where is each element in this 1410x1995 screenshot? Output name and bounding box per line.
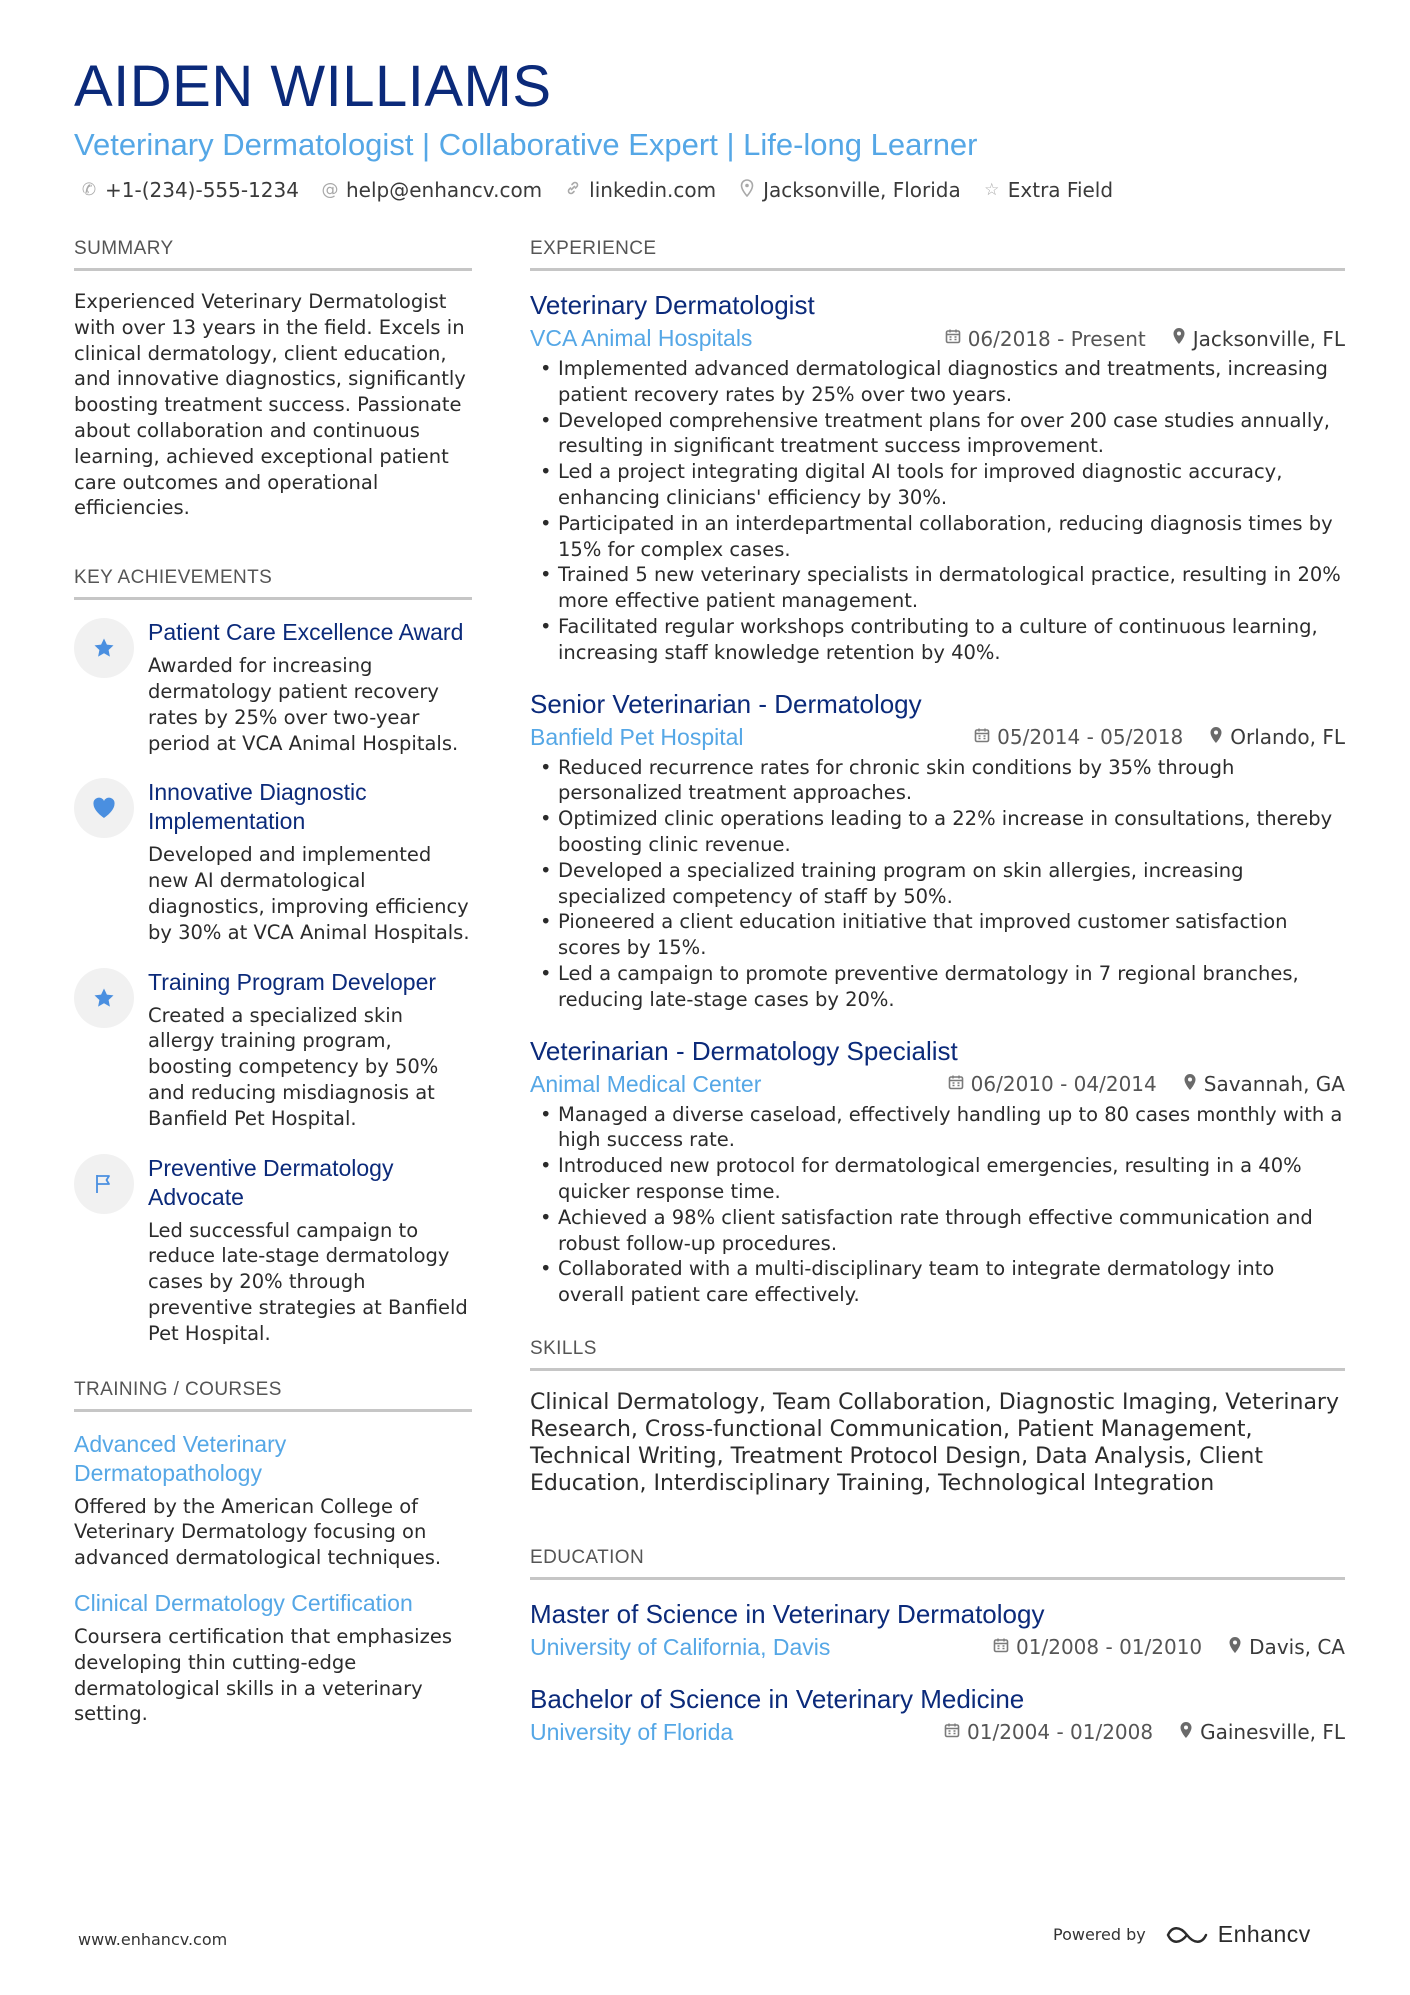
achievement-title: Preventive Dermatology Advocate: [148, 1154, 394, 1210]
education-dates: 01/2004 - 01/2008: [967, 1720, 1154, 1745]
location-pin-icon: [738, 179, 756, 202]
location-pin-icon: [1183, 1073, 1197, 1096]
job-location: Orlando, FL: [1230, 725, 1345, 750]
footer-branding: [1053, 1921, 1311, 1948]
heart-icon: [74, 778, 134, 838]
education-degree: Master of Science in Veterinary Dermatology: [530, 1598, 1045, 1629]
achievement-desc: Led successful campaign to reduce late-stage dermatology cases by 20% through preventive strategies at Banfield Pet Hospital.: [148, 1218, 468, 1345]
education-location: Gainesville, FL: [1200, 1720, 1345, 1745]
courses-heading: TRAINING / COURSES: [74, 1379, 472, 1412]
achievement-item: [74, 618, 472, 756]
contact-extra-text: Extra Field: [1007, 178, 1114, 202]
location-pin-icon: [1209, 726, 1223, 749]
candidate-name: AIDEN WILLIAMS: [74, 54, 552, 119]
education-location: Davis, CA: [1249, 1635, 1345, 1660]
contact-email[interactable]: [321, 178, 542, 202]
job-bullet: • Pioneered a client education initiative that improved customer satisfaction scores by 15%.: [530, 909, 1345, 961]
location-pin-icon: [1228, 1636, 1242, 1659]
education-school: University of California, Davis: [530, 1633, 831, 1660]
job-bullet: • Implemented advanced dermatological diagnostics and treatments, increasing patient recovery rates by 25% over two years.: [530, 356, 1345, 408]
summary-heading: SUMMARY: [74, 238, 472, 271]
job-location: Jacksonville, FL: [1192, 326, 1345, 351]
education-degree: Bachelor of Science in Veterinary Medicine: [530, 1683, 1025, 1714]
job-bullets: [530, 1102, 1345, 1308]
skills-heading: SKILLS: [530, 1338, 1345, 1371]
job-title: Veterinarian - Dermatology Specialist: [530, 1035, 958, 1066]
star-icon: [74, 618, 134, 678]
link-icon: [564, 180, 582, 201]
flag-icon: [74, 1154, 134, 1214]
contact-email-text: help@enhancv.com: [345, 178, 543, 202]
job-bullet: • Developed comprehensive treatment plans for over 200 case studies annually, resulting in significant treatment success improvement.: [530, 408, 1345, 460]
education-section: [530, 1547, 1345, 1746]
contact-linkedin[interactable]: [564, 178, 716, 202]
job-dates: 06/2010 - 04/2014: [970, 1072, 1157, 1097]
job-bullet: • Introduced new protocol for dermatological emergencies, resulting in a 40% quicker response time.: [530, 1153, 1345, 1205]
location-pin-icon: [1172, 327, 1186, 350]
job-bullets: [530, 356, 1345, 666]
at-icon: @: [321, 180, 339, 200]
course-desc: Coursera certification that emphasizes developing thin cutting-edge dermatological skills in a veterinary setting.: [74, 1624, 452, 1726]
summary-section: [74, 238, 472, 521]
achievement-item: [74, 778, 472, 945]
job-title: Senior Veterinarian - Dermatology: [530, 688, 922, 719]
skills-section: [530, 1338, 1345, 1497]
job-bullet: • Facilitated regular workshops contributing to a culture of continuous learning, increasing staff knowledge retention by 40%.: [530, 614, 1345, 666]
powered-by-label: Powered by: [1053, 1925, 1146, 1944]
job-bullet: • Trained 5 new veterinary specialists in dermatological practice, resulting in 20% more effective patient management.: [530, 562, 1345, 614]
job-dates: 05/2014 - 05/2018: [997, 725, 1184, 750]
contact-location-text: Jacksonville, Florida: [763, 178, 961, 202]
contact-bar: [80, 178, 1113, 202]
phone-icon: ✆: [81, 180, 97, 200]
job-company: Animal Medical Center: [530, 1070, 762, 1097]
summary-text: Experienced Veterinary Dermatologist with over 13 years in the field. Excels in clinical dermatology, client education, and innovative diagnostics, significantly boosting treatment success. Passionate about collaboration and continuous learning, achieved exceptional patient care outcomes and operational efficiencies.: [74, 290, 466, 520]
contact-phone-text: +1-(234)-555-1234: [105, 178, 299, 202]
calendar-icon: [974, 727, 990, 748]
job-bullet: • Led a project integrating digital AI tools for improved diagnostic accuracy, enhancing clinicians' efficiency by 30%.: [530, 459, 1345, 511]
education-entry: [530, 1598, 1345, 1661]
calendar-icon: [993, 1637, 1009, 1658]
job-bullet: • Collaborated with a multi-disciplinary team to integrate dermatology into overall patient care effectively.: [530, 1256, 1345, 1308]
job-entry: [530, 688, 1345, 1013]
achievement-title: Patient Care Excellence Award: [148, 619, 464, 646]
achievements-section: [74, 567, 472, 1346]
job-location: Savannah, GA: [1203, 1072, 1345, 1097]
course-desc: Offered by the American College of Veterinary Dermatology focusing on advanced dermatological techniques.: [74, 1494, 442, 1570]
job-entry: [530, 1035, 1345, 1308]
brand-logo[interactable]: [1164, 1921, 1311, 1948]
course-title: Clinical Dermatology Certification: [74, 1589, 413, 1616]
education-dates: 01/2008 - 01/2010: [1016, 1635, 1203, 1660]
left-column: [74, 238, 472, 1745]
brand-name: Enhancv: [1217, 1921, 1311, 1947]
contact-location: [738, 178, 961, 202]
calendar-icon: [948, 1074, 964, 1095]
job-title: Veterinary Dermatologist: [530, 290, 815, 320]
enhancv-logo-icon: [1164, 1923, 1210, 1947]
contact-extra: [983, 178, 1113, 202]
job-bullets: [530, 755, 1345, 1013]
education-school: University of Florida: [530, 1718, 734, 1745]
right-column: [530, 238, 1345, 1768]
job-company: VCA Animal Hospitals: [530, 325, 753, 351]
job-entry: [530, 289, 1345, 666]
education-entry: [530, 1683, 1345, 1746]
experience-heading: EXPERIENCE: [530, 238, 1345, 271]
contact-phone[interactable]: [80, 178, 299, 202]
job-bullet: • Led a campaign to promote preventive dermatology in 7 regional branches, reducing late-stage cases by 20%.: [530, 961, 1345, 1013]
achievement-desc: Created a specialized skin allergy training program, boosting competency by 50% and reducing misdiagnosis at Banfield Pet Hospital.: [148, 1003, 439, 1130]
footer-website[interactable]: www.enhancv.com: [78, 1930, 228, 1949]
achievement-item: [74, 1154, 472, 1347]
education-heading: EDUCATION: [530, 1547, 1345, 1580]
job-bullet: • Developed a specialized training program on skin allergies, increasing specialized competency of staff by 50%.: [530, 858, 1345, 910]
achievement-desc: Developed and implemented new AI dermatological diagnostics, improving efficiency by 30% at VCA Animal Hospitals.: [148, 843, 470, 944]
job-bullet: • Achieved a 98% client satisfaction rate through effective communication and robust follow-up procedures.: [530, 1205, 1345, 1257]
experience-section: [530, 238, 1345, 1308]
achievements-heading: KEY ACHIEVEMENTS: [74, 567, 472, 600]
job-bullet: • Reduced recurrence rates for chronic skin conditions by 35% through personalized treatment approaches.: [530, 755, 1345, 807]
candidate-tagline: Veterinary Dermatologist | Collaborative Expert | Life-long Learner: [74, 127, 978, 162]
calendar-icon: [945, 328, 961, 349]
star-icon: [74, 968, 134, 1028]
job-company: Banfield Pet Hospital: [530, 723, 744, 750]
achievement-title: Training Program Developer: [148, 968, 437, 995]
courses-section: [74, 1379, 472, 1728]
location-pin-icon: [1179, 1721, 1193, 1744]
calendar-icon: [944, 1722, 960, 1743]
skills-text: Clinical Dermatology, Team Collaboration, Diagnostic Imaging, Veterinary Research, Cross-functional Communication, Patient Management, Technical Writing, Treatment Protocol Design, Data Analysis, Client Education, Interdisciplinary Training, Technological Integration: [530, 1389, 1339, 1496]
job-bullet: • Managed a diverse caseload, effectively handling up to 80 cases monthly with a high success rate.: [530, 1102, 1345, 1154]
course-title: Advanced Veterinary Dermatopathology: [74, 1430, 287, 1486]
achievement-desc: Awarded for increasing dermatology patient recovery rates by 25% over two-year period at VCA Animal Hospitals.: [148, 654, 459, 755]
star-outline-icon: ☆: [984, 180, 1000, 200]
achievement-title: Innovative Diagnostic Implementation: [148, 779, 367, 835]
job-bullet: • Optimized clinic operations leading to a 22% increase in consultations, thereby boosting clinic revenue.: [530, 806, 1345, 858]
contact-linkedin-text: linkedin.com: [589, 178, 717, 202]
job-dates: 06/2018 - Present: [967, 326, 1146, 351]
job-bullet: • Participated in an interdepartmental collaboration, reducing diagnosis times by 15% for complex cases.: [530, 511, 1345, 563]
achievement-item: [74, 968, 472, 1132]
